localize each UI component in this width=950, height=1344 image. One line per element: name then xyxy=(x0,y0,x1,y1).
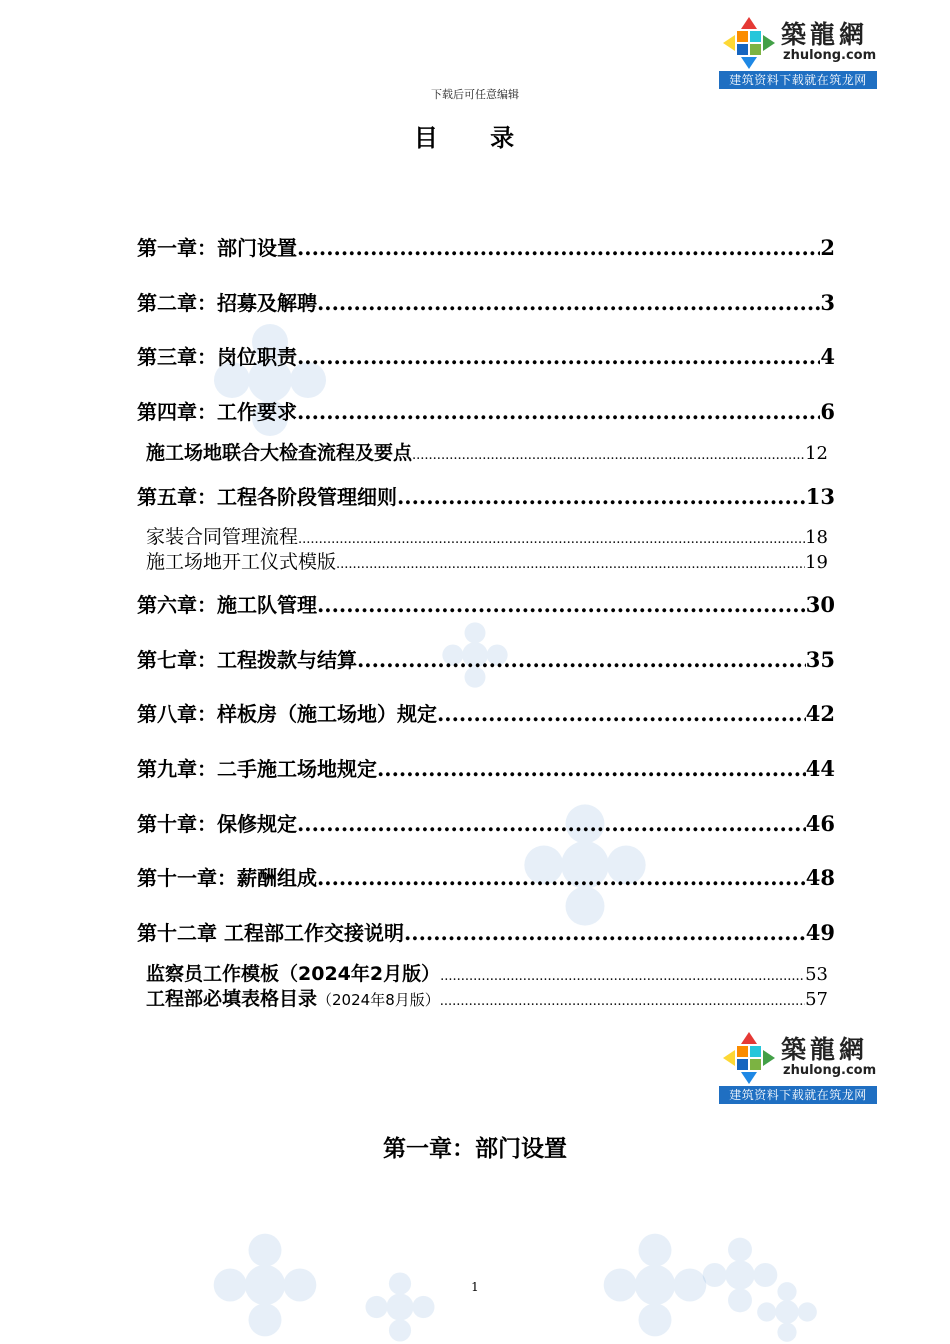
toc-entry-page: 46 xyxy=(805,811,835,836)
toc-entry-page: 57 xyxy=(805,989,828,1010)
toc-leader xyxy=(317,290,820,315)
toc-leader xyxy=(397,484,806,509)
toc-entry-page: 19 xyxy=(805,552,828,573)
toc-entry-page: 3 xyxy=(820,290,835,315)
toc-entry-label-text: 施工场地联合大检查流程及要点 xyxy=(146,442,413,464)
logo-top xyxy=(719,13,877,71)
toc-entry-label: 第四章：工作要求 xyxy=(137,400,297,424)
toc-entry-page: 49 xyxy=(805,920,835,945)
toc-entry[interactable] xyxy=(137,644,835,673)
toc-title xyxy=(0,118,950,153)
toc-entry-page: 42 xyxy=(805,701,835,726)
toc-entry-label: 第一章：部门设置 xyxy=(137,236,297,260)
toc-entry-page: 13 xyxy=(805,484,835,509)
toc-leader xyxy=(440,969,805,984)
toc-leader xyxy=(297,399,820,424)
toc-subentry[interactable] xyxy=(146,438,828,465)
toc-entry-label: 第五章：工程各阶段管理细则 xyxy=(137,485,397,509)
toc-entry-page: 12 xyxy=(805,443,828,464)
toc-leader xyxy=(412,448,805,463)
toc-leader xyxy=(336,557,805,572)
toc-title-text: 目 录 xyxy=(413,124,537,152)
toc-entry-label: 第七章：工程拨款与结算 xyxy=(137,648,357,672)
toc-entry[interactable] xyxy=(137,232,835,261)
toc-entry-page: 30 xyxy=(805,592,835,617)
zhulong-logo xyxy=(719,1028,877,1104)
toc-entry[interactable] xyxy=(137,481,835,510)
toc-entry[interactable] xyxy=(137,753,835,782)
toc-leader xyxy=(317,865,806,890)
chapter-heading: 第一章：部门设置 xyxy=(383,1136,567,1162)
toc-leader xyxy=(297,811,806,836)
toc-leader xyxy=(377,756,806,781)
toc-leader xyxy=(298,532,805,547)
logo-slogan: 建筑资料下载就在筑龙网 xyxy=(719,71,877,89)
toc-entry-page: 4 xyxy=(820,344,835,369)
toc-entry-label-note: （2024年8月版） xyxy=(317,991,440,1009)
toc-entry-page: 44 xyxy=(805,756,835,781)
toc-entry-label-text: 工程部必填表格目录 xyxy=(146,988,318,1010)
toc-entry-label: 家装合同管理流程 xyxy=(146,526,299,548)
toc-entry-label xyxy=(146,438,412,465)
logo-chinese-name: 築龍網 xyxy=(781,1035,869,1064)
toc-entry-label: 施工场地开工仪式模版 xyxy=(146,551,337,573)
logo-slogan: 建筑资料下载就在筑龙网 xyxy=(719,1086,877,1104)
toc-entry-label-text: 监察员工作模板（2024年2月版） xyxy=(146,963,441,985)
page-number: 1 xyxy=(471,1280,479,1294)
toc-entry-page: 48 xyxy=(805,865,835,890)
toc-leader xyxy=(357,647,806,672)
toc-leader xyxy=(404,920,806,945)
toc-entry-label: 第八章：样板房（施工场地）规定 xyxy=(137,702,437,726)
toc-leader xyxy=(297,344,820,369)
toc-leader xyxy=(440,994,805,1009)
logo-chinese-name: 築龍網 xyxy=(781,20,869,49)
toc-entry-label xyxy=(146,959,440,986)
toc-entry-page: 35 xyxy=(805,647,835,672)
toc-entry-label: 第六章：施工队管理 xyxy=(137,593,317,617)
toc-leader xyxy=(317,592,806,617)
logo-url: zhulong.com xyxy=(783,1063,877,1078)
toc-entry-label: 第十章：保修规定 xyxy=(137,812,297,836)
toc-entry[interactable] xyxy=(137,396,835,425)
toc-entry[interactable] xyxy=(137,808,835,837)
toc-leader xyxy=(437,701,806,726)
logo-top xyxy=(719,1028,877,1086)
toc-entry-page: 6 xyxy=(820,399,835,424)
toc-leader xyxy=(297,235,820,260)
logo-url: zhulong.com xyxy=(783,48,877,63)
logo-flower-icon xyxy=(721,1030,777,1086)
toc-entry-label: 第二章：招募及解聘 xyxy=(137,291,317,315)
toc-entry[interactable] xyxy=(137,287,835,316)
toc-entry-page: 53 xyxy=(805,964,828,985)
zhulong-logo xyxy=(719,13,877,89)
toc-entry[interactable] xyxy=(137,917,835,946)
toc-entry-page: 18 xyxy=(805,527,828,548)
toc-entry-label: 第十一章：薪酬组成 xyxy=(137,866,317,890)
toc-entry-label xyxy=(146,984,440,1011)
toc-entry[interactable] xyxy=(137,341,835,370)
toc-subentry[interactable] xyxy=(146,522,828,549)
toc-entry-label: 第三章：岗位职责 xyxy=(137,345,297,369)
toc-entry-page: 2 xyxy=(820,235,835,260)
logo-flower-icon xyxy=(721,15,777,71)
toc-entry[interactable] xyxy=(137,698,835,727)
toc-entry[interactable] xyxy=(137,589,835,618)
toc-entry-label: 第十二章 工程部工作交接说明 xyxy=(137,921,404,945)
toc-subentry[interactable] xyxy=(146,984,828,1011)
toc-subentry[interactable] xyxy=(146,547,828,574)
toc-entry-label: 第九章：二手施工场地规定 xyxy=(137,757,377,781)
header-note: 下载后可任意编辑 xyxy=(431,88,519,101)
toc-subentry[interactable] xyxy=(146,959,828,986)
toc-entry[interactable] xyxy=(137,862,835,891)
